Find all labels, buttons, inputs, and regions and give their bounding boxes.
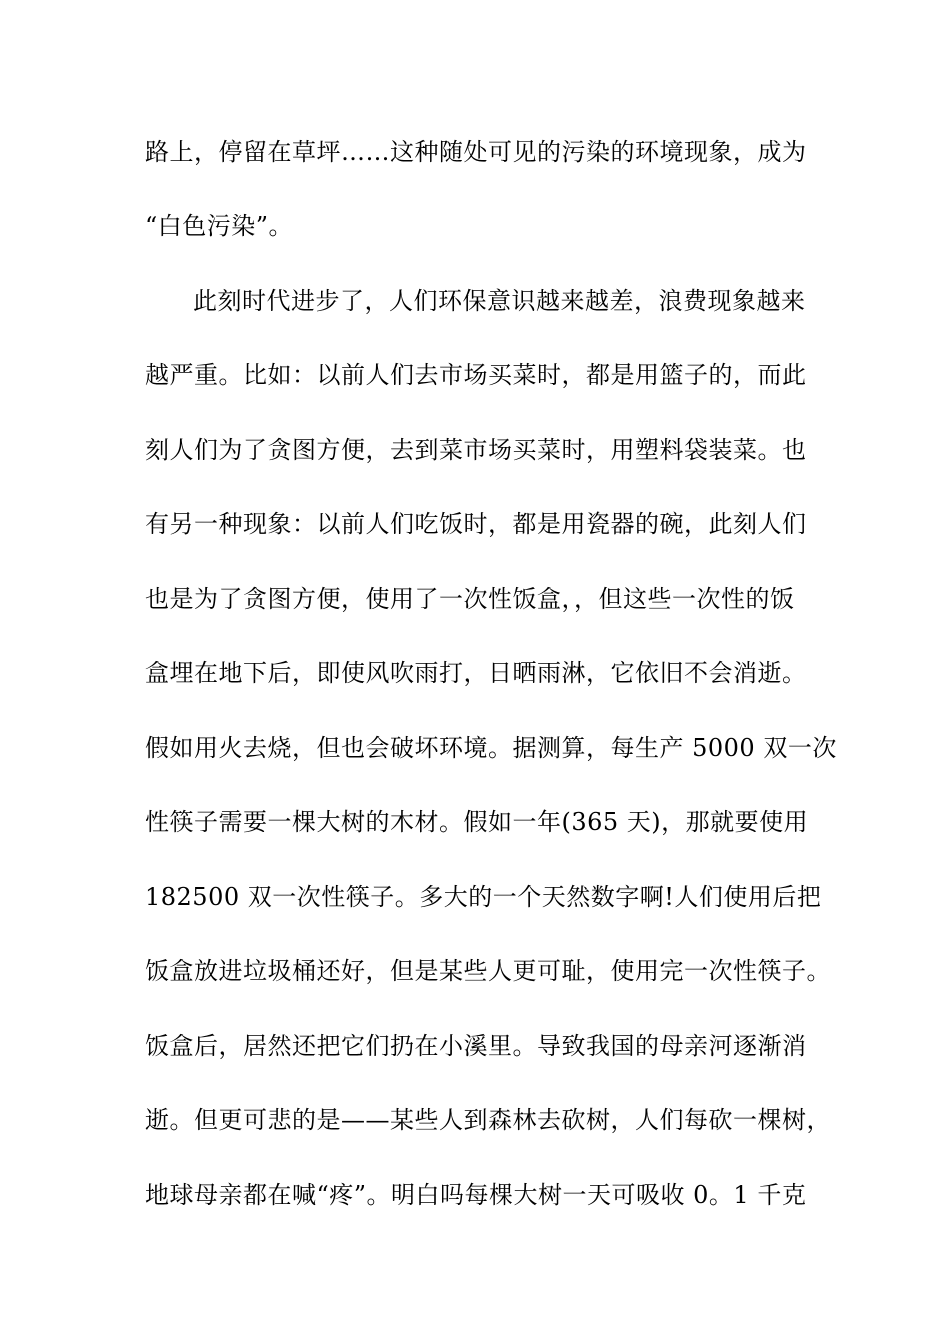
paragraph-first-line: 此刻时代进步了，人们环保意识越来越差，浪费现象越来	[193, 287, 806, 315]
text-line: 182500 双一次性筷子。多大的一个天然数字啊!人们使用后把	[145, 883, 822, 911]
text-line: 盒埋在地下后，即使风吹雨打，日晒雨淋，它依旧不会消逝。	[145, 659, 807, 687]
text-line: 性筷子需要一棵大树的木材。假如一年(365 天)，那就要使用	[145, 808, 809, 836]
text-line: 地球母亲都在喊“疼”。明白吗每棵大树一天可吸收 0。1 千克	[145, 1181, 807, 1209]
text-line: 越严重。比如：以前人们去市场买菜时，都是用篮子的，而此	[145, 361, 807, 389]
text-line: 饭盒放进垃圾桶还好，但是某些人更可耻，使用完一次性筷子。	[145, 957, 831, 985]
text-line: 也是为了贪图方便，使用了一次性饭盒，，但这些一次性的饭	[145, 585, 795, 613]
text-line: 饭盒后，居然还把它们扔在小溪里。导致我国的母亲河逐渐消	[145, 1032, 807, 1060]
text-line: 刻人们为了贪图方便，去到菜市场买菜时，用塑料袋装菜。也	[145, 436, 807, 464]
text-line: 假如用火去烧，但也会破坏环境。据测算，每生产 5000 双一次	[145, 734, 837, 762]
text-line: 路上，停留在草坪……这种随处可见的污染的环境现象，成为	[145, 138, 807, 166]
text-line: 逝。但更可悲的是——某些人到森林去砍树，人们每砍一棵树，	[145, 1106, 831, 1134]
text-line: “白色污染”。	[145, 212, 294, 240]
text-line: 有另一种现象：以前人们吃饭时，都是用瓷器的碗，此刻人们	[145, 510, 807, 538]
